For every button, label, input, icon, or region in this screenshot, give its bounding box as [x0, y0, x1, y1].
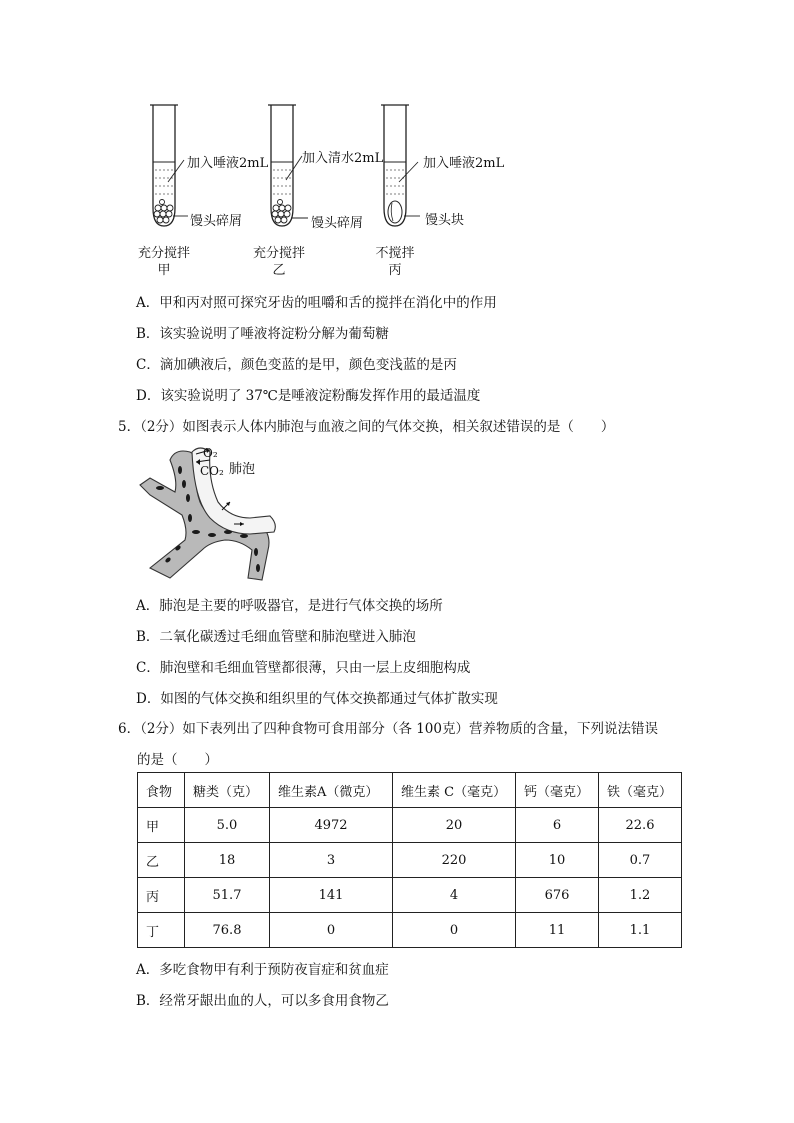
table-header-cell: 维生素A（微克）: [270, 773, 393, 808]
table-cell: 甲: [138, 808, 185, 843]
table-cell: 丙: [138, 878, 185, 913]
q6-option-b: B．经常牙龈出血的人，可以多食用食物乙: [136, 993, 389, 1009]
table-cell: 4972: [270, 808, 393, 843]
table-row: [138, 878, 682, 913]
tube-bing-name: 丙: [388, 263, 402, 278]
table-cell: 乙: [138, 843, 185, 878]
q5-option-a: A．肺泡是主要的呼吸器官，是进行气体交换的场所: [136, 598, 443, 614]
q4-option-a: A．甲和丙对照可探究牙齿的咀嚼和舌的搅拌在消化中的作用: [136, 295, 497, 311]
q4-option-d: D．该实验说明了 37℃是唾液淀粉酶发挥作用的最适温度: [136, 388, 481, 404]
table-cell: 11: [516, 913, 599, 948]
table-cell: 6: [516, 808, 599, 843]
q4-option-b: B．该实验说明了唾液将淀粉分解为葡萄糖: [136, 326, 389, 342]
table-cell: 220: [393, 843, 516, 878]
tube-bing-content-label: 馒头块: [425, 213, 465, 228]
tube-jia-stir: 充分搅拌: [137, 246, 190, 261]
tube-yi-content-label: 馒头碎屑: [311, 216, 364, 231]
table-header-cell: 糖类（克）: [185, 773, 270, 808]
tube-jia-name: 甲: [157, 263, 171, 278]
table-row: [138, 808, 682, 843]
table-cell: 3: [270, 843, 393, 878]
table-row: [138, 843, 682, 878]
tube-jia-content-label: 馒头碎屑: [190, 214, 243, 229]
o2-label: O₂: [203, 446, 218, 460]
table-cell: 18: [185, 843, 270, 878]
table-cell: 20: [393, 808, 516, 843]
table-cell: 76.8: [185, 913, 270, 948]
test-tube-jia: [150, 105, 188, 226]
table-cell: 22.6: [599, 808, 682, 843]
table-cell: 0: [393, 913, 516, 948]
table-cell: 1.2: [599, 878, 682, 913]
q5-option-d: D．如图的气体交换和组织里的气体交换都通过气体扩散实现: [136, 691, 498, 707]
table-cell: 丁: [138, 913, 185, 948]
q6-stem-line1: 6．（2分）如下表列出了四种食物可食用部分（各 100克）营养物质的含量，下列说法错误: [118, 721, 658, 737]
table-cell: 141: [270, 878, 393, 913]
table-header-cell: 维生素 C（毫克）: [393, 773, 516, 808]
tube-jia-add-label: 加入唾液2mL: [187, 156, 269, 171]
table-cell: 0: [270, 913, 393, 948]
table-cell: 10: [516, 843, 599, 878]
table-header-cell: 食物: [138, 773, 185, 808]
table-cell: 5.0: [185, 808, 270, 843]
table-row: [138, 913, 682, 948]
q5-option-c: C．肺泡壁和毛细血管壁都很薄，只由一层上皮细胞构成: [136, 660, 471, 676]
q6-option-a: A．多吃食物甲有利于预防夜盲症和贫血症: [136, 962, 389, 978]
tube-bing-stir: 不搅拌: [375, 246, 415, 261]
alveolus-diagram: [130, 440, 280, 585]
alveolus-label: 肺泡: [229, 462, 256, 477]
tube-bing-add-label: 加入唾液2mL: [423, 156, 505, 171]
tube-yi-name: 乙: [272, 263, 286, 278]
co2-label: CO₂: [200, 464, 224, 478]
q6-stem-line2: 的是（ ）: [137, 752, 218, 768]
table-cell: 51.7: [185, 878, 270, 913]
table-cell: 0.7: [599, 843, 682, 878]
table-header-cell: 钙（毫克）: [516, 773, 599, 808]
table-cell: 676: [516, 878, 599, 913]
table-header-row: [138, 773, 682, 808]
test-tube-bing: [381, 105, 420, 226]
nutrition-table: [137, 772, 682, 948]
q5-stem: 5．（2分）如图表示人体内肺泡与血液之间的气体交换，相关叙述错误的是（ ）: [118, 419, 615, 435]
tube-yi-add-label: 加入清水2mL: [302, 151, 384, 166]
table-cell: 4: [393, 878, 516, 913]
table-cell: 1.1: [599, 913, 682, 948]
q4-option-c: C．滴加碘液后，颜色变蓝的是甲，颜色变浅蓝的是丙: [136, 357, 457, 373]
tube-yi-stir: 充分搅拌: [252, 246, 305, 261]
q5-option-b: B．二氧化碳透过毛细血管壁和肺泡壁进入肺泡: [136, 629, 416, 645]
table-header-cell: 铁（毫克）: [599, 773, 682, 808]
